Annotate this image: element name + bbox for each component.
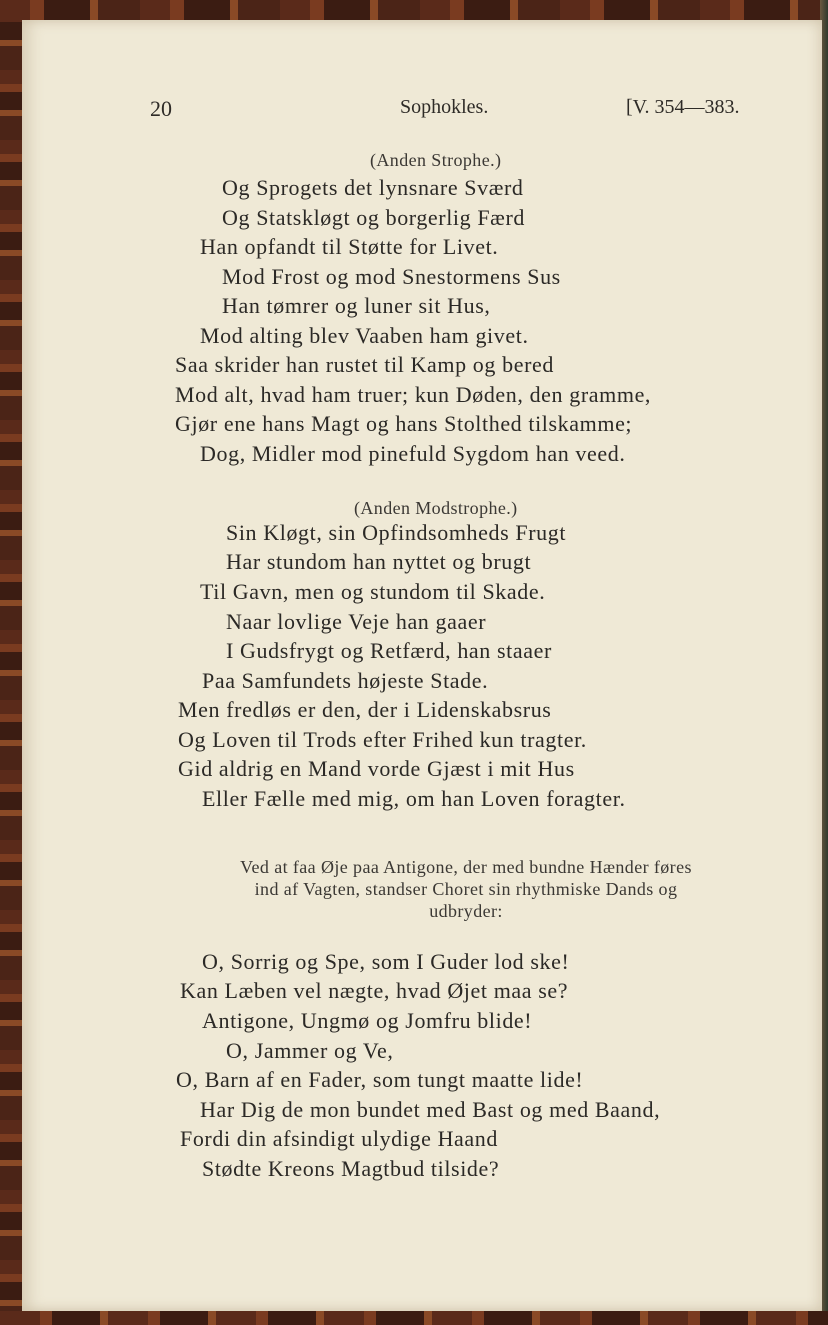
verse-line: I Gudsfrygt og Retfærd, han staaer (226, 638, 552, 663)
stage-direction-line: Ved at faa Øje paa Antigone, der med bundne Hænder føres (240, 857, 692, 877)
stage-direction-line: udbryder: (429, 901, 503, 921)
verse-line: Mod alting blev Vaaben ham givet. (200, 323, 529, 348)
verse-line: O, Barn af en Fader, som tungt maatte lide! (176, 1067, 584, 1092)
verse-line: Fordi din afsindigt ulydige Haand (180, 1126, 498, 1151)
verse-line: Men fredløs er den, der i Lidenskabsrus (178, 697, 552, 722)
verse-line: Eller Fælle med mig, om han Loven foragter. (202, 786, 626, 811)
book-page (22, 20, 822, 1311)
antistrophe-heading: (Anden Modstrophe.) (354, 498, 518, 518)
verse-line: Dog, Midler mod pinefuld Sygdom han veed. (200, 441, 626, 466)
verse-line: Stødte Kreons Magtbud tilside? (202, 1156, 500, 1181)
verse-line: Og Sprogets det lynsnare Sværd (222, 175, 524, 200)
verse-line: Har stundom han nyttet og brugt (226, 549, 532, 574)
verse-line: Og Statskløgt og borgerlig Færd (222, 205, 525, 230)
verse-line: Mod Frost og mod Snestormens Sus (222, 264, 561, 289)
verse-line: Sin Kløgt, sin Opfindsomheds Frugt (226, 520, 567, 545)
verse-line: Paa Samfundets højeste Stade. (202, 668, 489, 693)
stage-direction (146, 856, 786, 922)
running-title: Sophokles. (400, 96, 489, 118)
verse-line: Gjør ene hans Magt og hans Stolthed tilskamme; (175, 411, 633, 436)
verse-line: Kan Læben vel nægte, hvad Øjet maa se? (180, 978, 569, 1003)
verse-line: O, Jammer og Ve, (226, 1038, 394, 1063)
verse-line: Saa skrider han rustet til Kamp og bered (175, 352, 554, 377)
verse-line: Antigone, Ungmø og Jomfru blide! (202, 1008, 533, 1033)
book-binding-bottom (0, 1311, 828, 1325)
verse-line: Har Dig de mon bundet med Bast og med Baand, (200, 1097, 661, 1122)
page-number: 20 (150, 96, 172, 121)
verse-line: Mod alt, hvad ham truer; kun Døden, den gramme, (175, 382, 652, 407)
verse-reference: [V. 354—383. (626, 96, 740, 118)
book-binding-left (0, 0, 24, 1325)
verse-line: Han tømrer og luner sit Hus, (222, 293, 491, 318)
verse-line: O, Sorrig og Spe, som I Guder lod ske! (202, 949, 570, 974)
strophe-heading: (Anden Strophe.) (370, 150, 502, 170)
stage-direction-line: ind af Vagten, standser Choret sin rhythmiske Dands og (254, 879, 678, 899)
verse-line: Han opfandt til Støtte for Livet. (200, 234, 499, 259)
verse-line: Og Loven til Trods efter Frihed kun tragter. (178, 727, 587, 752)
running-header (22, 96, 822, 126)
verse-line: Gid aldrig en Mand vorde Gjæst i mit Hus (178, 756, 575, 781)
book-binding-top (0, 0, 828, 22)
verse-line: Naar lovlige Veje han gaaer (226, 609, 487, 634)
verse-line: Til Gavn, men og stundom til Skade. (200, 579, 546, 604)
